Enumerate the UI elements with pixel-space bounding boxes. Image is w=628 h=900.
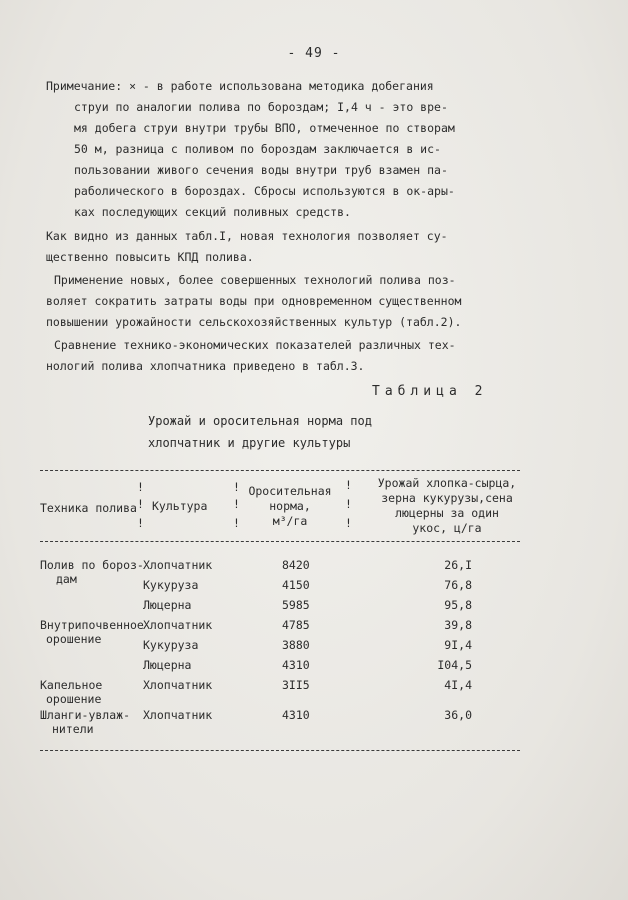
paragraph xyxy=(46,335,516,377)
header-yield-line: люцерны за один xyxy=(395,506,499,520)
cell-norm: 5985 xyxy=(282,598,310,612)
paragraph-line: повышении урожайности сельскохозяйственных культур (табл.2). xyxy=(46,315,462,329)
header-norm-line: норма, xyxy=(269,499,311,513)
header-yield-line: зерна кукурузы,сена xyxy=(381,491,513,505)
header-separator: ! xyxy=(137,516,144,530)
header-tech: Техника полива xyxy=(40,501,137,515)
cell-tech-line: орошение xyxy=(46,692,102,706)
cell-norm: 8420 xyxy=(282,558,310,572)
table-header-rule xyxy=(40,541,520,542)
header-separator: ! xyxy=(345,497,352,511)
header-yield-line: Урожай хлопка-сырца, xyxy=(377,476,517,490)
header-separator: ! xyxy=(137,497,144,511)
header-norm-line: м³/га xyxy=(272,514,308,528)
cell-tech-line: дам xyxy=(56,572,77,586)
paragraph-line: щественно повысить КПД полива. xyxy=(46,250,254,264)
footnote-line: мя добега струи внутри трубы ВПО, отмеченное по створам xyxy=(74,121,455,135)
paragraph-line: Как видно из данных табл.I, новая технология позволяет су- xyxy=(46,229,448,243)
header-separator: ! xyxy=(233,516,240,530)
cell-tech xyxy=(40,558,144,586)
header-norm-line: Оросительная xyxy=(248,484,332,498)
cell-tech-line: Внутрипочвенное xyxy=(40,618,144,632)
cell-crop: Хлопчатник xyxy=(143,678,213,692)
footnote-line: Примечание: × - в работе использована методика добегания xyxy=(46,79,434,93)
cell-norm: 4150 xyxy=(282,578,310,592)
cell-tech-line: Полив по бороз- xyxy=(40,558,144,572)
footnote-line: ках последующих секций поливных средств. xyxy=(74,205,351,219)
table-top-rule xyxy=(40,470,520,471)
cell-crop: Хлопчатник xyxy=(143,708,213,722)
cell-yield: 4I,4 xyxy=(444,678,472,692)
header-separator: ! xyxy=(233,497,240,511)
cell-yield: 76,8 xyxy=(444,578,472,592)
cell-tech xyxy=(40,618,144,646)
header-yield-line: укос, ц/га xyxy=(412,521,482,535)
header-separator: ! xyxy=(233,480,240,494)
cell-norm: 4785 xyxy=(282,618,310,632)
cell-tech-line: Капельное xyxy=(40,678,103,692)
paragraph-line: нологий полива хлопчатника приведено в табл.3. xyxy=(46,359,365,373)
cell-tech-line: Шланги-увлаж- xyxy=(40,708,131,722)
cell-yield: 9I,4 xyxy=(444,638,472,652)
footnote-line: 50 м, разница с поливом по бороздам заключается в ис- xyxy=(74,142,441,156)
table-label: Таблица 2 xyxy=(372,384,488,399)
footnote xyxy=(46,76,526,223)
paragraph xyxy=(46,270,516,333)
table-title xyxy=(148,410,372,454)
footnote-line: раболического в бороздах. Сбросы используются в ок-ары- xyxy=(74,184,455,198)
header-separator: ! xyxy=(345,516,352,530)
cell-yield: 95,8 xyxy=(444,598,472,612)
header-separator: ! xyxy=(137,480,144,494)
cell-tech-line: нители xyxy=(52,722,94,736)
header-separator: ! xyxy=(345,478,352,492)
paragraph-line: Сравнение технико-экономических показателей различных тех- xyxy=(54,338,456,352)
footnote-line: пользовании живого сечения воды внутри труб взамен па- xyxy=(74,163,448,177)
table-title-line: хлопчатник и другие культуры xyxy=(148,436,351,450)
cell-crop: Люцерна xyxy=(143,658,192,672)
cell-norm: 3II5 xyxy=(282,678,310,692)
cell-tech xyxy=(40,678,102,706)
paragraph-line: воляет сократить затраты воды при одновременном существенном xyxy=(46,294,462,308)
cell-norm: 4310 xyxy=(282,708,310,722)
table-title-line: Урожай и оросительная норма под xyxy=(148,414,372,428)
cell-yield: I04,5 xyxy=(437,658,472,672)
header-yield xyxy=(358,476,536,536)
cell-yield: 39,8 xyxy=(444,618,472,632)
body-text xyxy=(46,226,516,377)
cell-crop: Хлопчатник xyxy=(143,558,213,572)
paragraph xyxy=(46,226,516,268)
cell-norm: 3880 xyxy=(282,638,310,652)
cell-crop: Кукуруза xyxy=(143,638,199,652)
cell-tech xyxy=(40,708,130,736)
cell-yield: 26,I xyxy=(444,558,472,572)
cell-norm: 4310 xyxy=(282,658,310,672)
header-crop: Культура xyxy=(152,499,208,513)
cell-yield: 36,0 xyxy=(444,708,472,722)
header-norm xyxy=(240,484,340,529)
page-number: - 49 - xyxy=(287,46,341,61)
cell-crop: Кукуруза xyxy=(143,578,199,592)
table-bottom-rule xyxy=(40,750,520,751)
footnote-line: струи по аналогии полива по бороздам; I,4 ч - это вре- xyxy=(74,100,448,114)
cell-tech-line: орошение xyxy=(46,632,102,646)
cell-crop: Люцерна xyxy=(143,598,192,612)
paragraph-line: Применение новых, более совершенных технологий полива поз- xyxy=(54,273,456,287)
cell-crop: Хлопчатник xyxy=(143,618,213,632)
